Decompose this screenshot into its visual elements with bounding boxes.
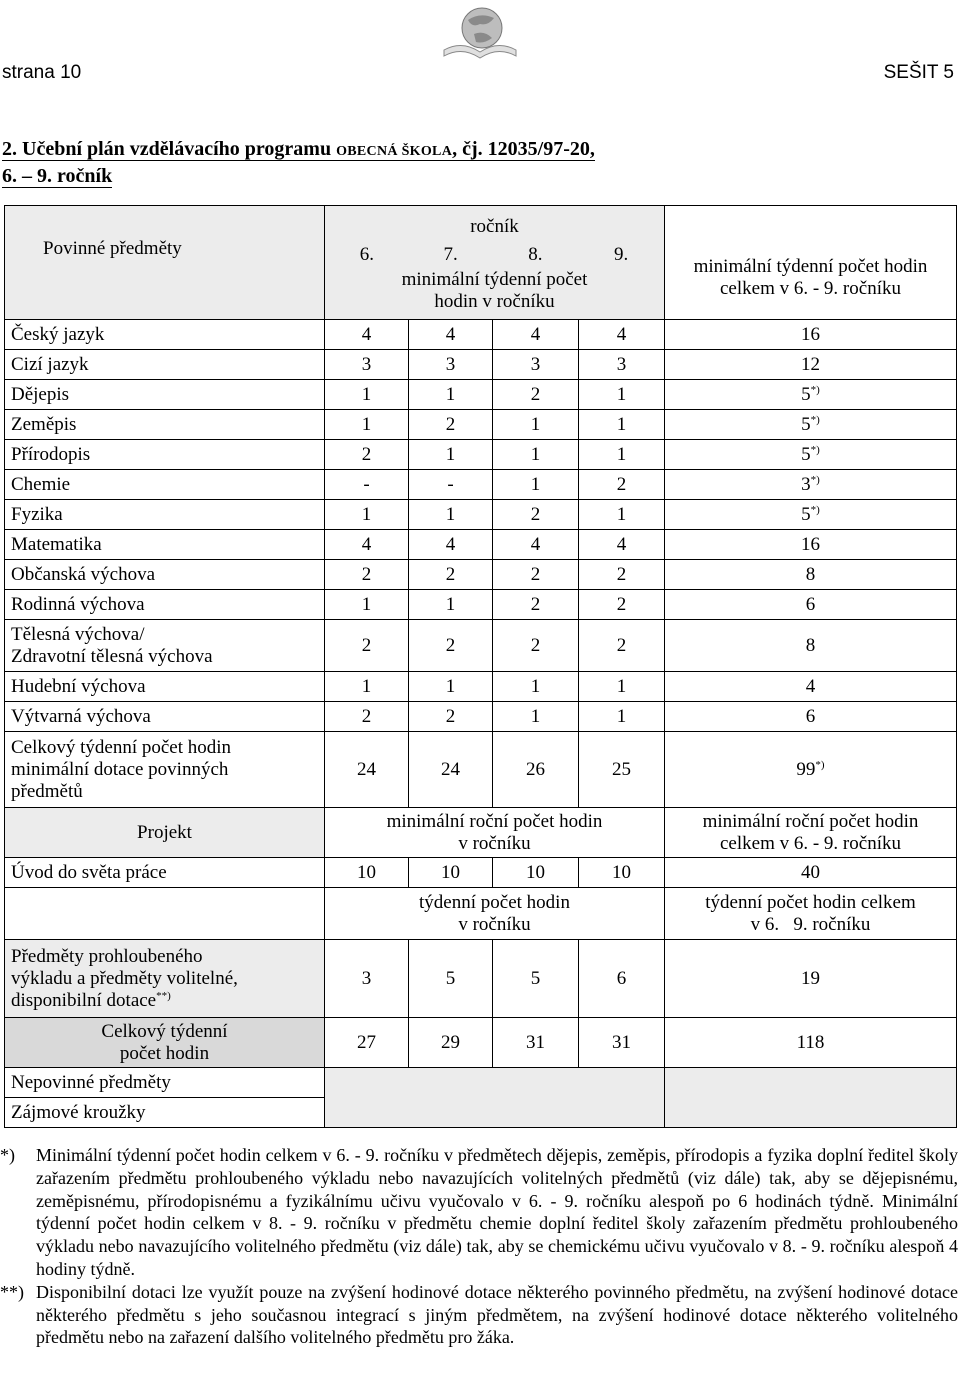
total-value: 3*)	[665, 470, 957, 500]
grade-value: 2	[409, 702, 493, 732]
table-row: Tělesná výchova/ Zdravotní tělesná výchova 2 2 2 2 8	[5, 620, 957, 672]
grade-9: 9.	[614, 243, 629, 265]
grade-value: 2	[325, 560, 409, 590]
grade-value: 1	[493, 410, 579, 440]
table-row	[5, 560, 957, 590]
title-prefix: 2. Učební plán vzdělávacího programu	[2, 138, 337, 160]
table-row: Celkový týdenní počet hodin 27 29 31 31 118	[5, 1018, 957, 1068]
grade-value: 3	[409, 350, 493, 380]
table-row	[5, 702, 957, 732]
table-row	[5, 530, 957, 560]
grade-value: 2	[409, 560, 493, 590]
title-line2: 6. – 9. ročník	[2, 165, 113, 187]
grade-8: 8.	[528, 243, 543, 265]
weekly-header-row: týdenní počet hodin v ročníku týdenní počet hodin celkem v 6. 9. ročníku	[5, 888, 957, 940]
curriculum-table	[4, 205, 957, 1128]
grade-value: 1	[579, 702, 665, 732]
document-title	[2, 137, 595, 188]
grade-value: 1	[409, 672, 493, 702]
grade-value: 4	[409, 320, 493, 350]
total-value: 5*)	[665, 410, 957, 440]
grade-value: 1	[579, 380, 665, 410]
subject-name: Hudební výchova	[5, 672, 325, 702]
subject-name: Dějepis	[5, 380, 325, 410]
table-row	[5, 320, 957, 350]
total-value: 6	[665, 702, 957, 732]
grade-value: 2	[579, 590, 665, 620]
grade-value: 1	[325, 500, 409, 530]
grade-value: 1	[325, 410, 409, 440]
grade-value: 1	[579, 672, 665, 702]
table-row	[5, 672, 957, 702]
subject-name: Cizí jazyk	[5, 350, 325, 380]
subject-name: Zeměpis	[5, 410, 325, 440]
table-row	[5, 380, 957, 410]
grade-value: 1	[579, 440, 665, 470]
footnote-2: **) Disponibilní dotaci lze využít pouze na zvýšení hodinové dotace některého povinného předmětu, na zvýšení hodinové dotace některého předmětu s jeho současnou integrací s jiným předmětem, na zvýšení hodinové dotace některého volitelného předmětu nebo na zařazení dalšího volitelného předmětu pro žáka.	[0, 1281, 958, 1348]
grade-value: 2	[325, 440, 409, 470]
page-number: strana 10	[2, 62, 82, 83]
subject-name: Nepovinné předměty	[5, 1068, 325, 1098]
subject-name: Chemie	[5, 470, 325, 500]
header-subjects-cell	[5, 206, 325, 320]
grade-value: 2	[493, 590, 579, 620]
subject-name: Fyzika	[5, 500, 325, 530]
grade-value: 2	[325, 702, 409, 732]
grade-value: 1	[579, 500, 665, 530]
table-row	[5, 410, 957, 440]
total-value: 8	[665, 560, 957, 590]
min-week-heading: minimální týdenní počet hodin v ročníku	[401, 268, 588, 312]
title-program: OBECNÁ ŠKOLA	[336, 144, 453, 159]
grade-value: 1	[409, 500, 493, 530]
globe-book-logo	[440, 2, 520, 62]
table-row: Úvod do světa práce 10 10 10 10 40	[5, 858, 957, 888]
total-value: 12	[665, 350, 957, 380]
grade-value: 1	[409, 380, 493, 410]
grade-value: 1	[493, 470, 579, 500]
grade-value: 2	[409, 410, 493, 440]
header-grades-cell	[325, 206, 665, 320]
povinne-heading: Povinné předměty	[43, 237, 182, 259]
grade-value: 1	[493, 440, 579, 470]
grade-value: 3	[579, 350, 665, 380]
grade-value: 3	[325, 350, 409, 380]
issue-label: SEŠIT 5	[883, 62, 954, 83]
grade-value: 2	[579, 560, 665, 590]
subject-name: Přírodopis	[5, 440, 325, 470]
grade-value: 4	[325, 530, 409, 560]
subject-name: Zájmové kroužky	[5, 1098, 325, 1128]
table-row: Předměty prohloubeného výkladu a předměty volitelné, disponibilní dotace**) 3 5 5 6 19	[5, 940, 957, 1018]
table-row	[5, 350, 957, 380]
grade-value: -	[325, 470, 409, 500]
subject-name: Tělesná výchova/ Zdravotní tělesná výchova	[5, 620, 325, 672]
grade-value: 4	[493, 530, 579, 560]
total-value: 5*)	[665, 440, 957, 470]
total-value: 5*)	[665, 500, 957, 530]
subject-name: Rodinná výchova	[5, 590, 325, 620]
grade-value: 1	[493, 672, 579, 702]
grade-value: 2	[493, 500, 579, 530]
subject-name: Předměty prohloubeného výkladu a předměty volitelné, disponibilní dotace**)	[5, 940, 325, 1018]
grade-value: 4	[579, 530, 665, 560]
subject-name: Výtvarná výchova	[5, 702, 325, 732]
footnotes	[0, 1144, 958, 1349]
grade-value: 2	[579, 470, 665, 500]
table-row	[5, 440, 957, 470]
total-value: 16	[665, 530, 957, 560]
grade-value: 1	[325, 672, 409, 702]
grade-value: 4	[579, 320, 665, 350]
grade-value: 4	[493, 320, 579, 350]
title-suffix: , čj. 12035/97-20,	[452, 138, 595, 160]
table-row	[5, 470, 957, 500]
table-row	[5, 590, 957, 620]
table-row	[5, 1068, 957, 1098]
grade-value: -	[409, 470, 493, 500]
grade-6: 6.	[359, 243, 374, 265]
grade-value: 3	[493, 350, 579, 380]
grade-value: 1	[493, 702, 579, 732]
subject-name: Matematika	[5, 530, 325, 560]
grade-value: 1	[325, 380, 409, 410]
subject-name: Český jazyk	[5, 320, 325, 350]
grade-value: 1	[409, 440, 493, 470]
total-value: 4	[665, 672, 957, 702]
grade-7: 7.	[443, 243, 458, 265]
table-header-row	[5, 206, 957, 320]
total-row: Celkový týdenní počet hodin minimální dotace povinných předmětů 24 24 26 25 99*)	[5, 732, 957, 808]
grade-value: 4	[409, 530, 493, 560]
grade-value: 2	[493, 380, 579, 410]
grade-value: 1	[579, 410, 665, 440]
subject-name: Celkový týdenní počet hodin	[5, 1018, 325, 1068]
table-row	[5, 500, 957, 530]
table-row	[5, 1098, 957, 1128]
total-label: Celkový týdenní počet hodin minimální dotace povinných předmětů	[5, 732, 325, 808]
total-value: 6	[665, 590, 957, 620]
subject-name: Občanská výchova	[5, 560, 325, 590]
grade-value: 1	[325, 590, 409, 620]
total-value: 5*)	[665, 380, 957, 410]
projekt-label: Projekt	[5, 808, 325, 858]
total-heading: minimální týdenní počet hodin celkem v 6. - 9. ročníku	[665, 206, 957, 320]
grade-value: 2	[493, 560, 579, 590]
total-value: 16	[665, 320, 957, 350]
projekt-row: Projekt minimální roční počet hodin v ročníku minimální roční počet hodin celkem v 6. - 9. ročníku	[5, 808, 957, 858]
subject-name: Úvod do světa práce	[5, 858, 325, 888]
grade-value: 1	[409, 590, 493, 620]
footnote-1: *) Minimální týdenní počet hodin celkem v 6. - 9. ročníku v předmětech dějepis, zeměpis, přírodopis a fyzika doplní ředitel školy zařazením předmětu prohloubeného výkladu nebo navazujících volitelných předmětů (viz dále) tak, aby se dějepisnému, zeměpisnému, přírodopisnému a fyzikálnímu učivu vyučovalo v 6. - 9. ročníku alespoň po 6 hodinách týdně. Minimální týdenní počet hodin celkem v 8. - 9. ročníku v předmětu chemie doplní ředitel školy zařazením předmětu prohloubeného výkladu nebo navazujícího volitelného předmětu (viz dále) tak, aby se chemickému učivu vyučovalo v 8. - 9. ročníku alespoň 4 hodiny týdně.	[0, 1145, 958, 1279]
grade-value: 4	[325, 320, 409, 350]
rocnik-heading: ročník	[470, 215, 519, 237]
